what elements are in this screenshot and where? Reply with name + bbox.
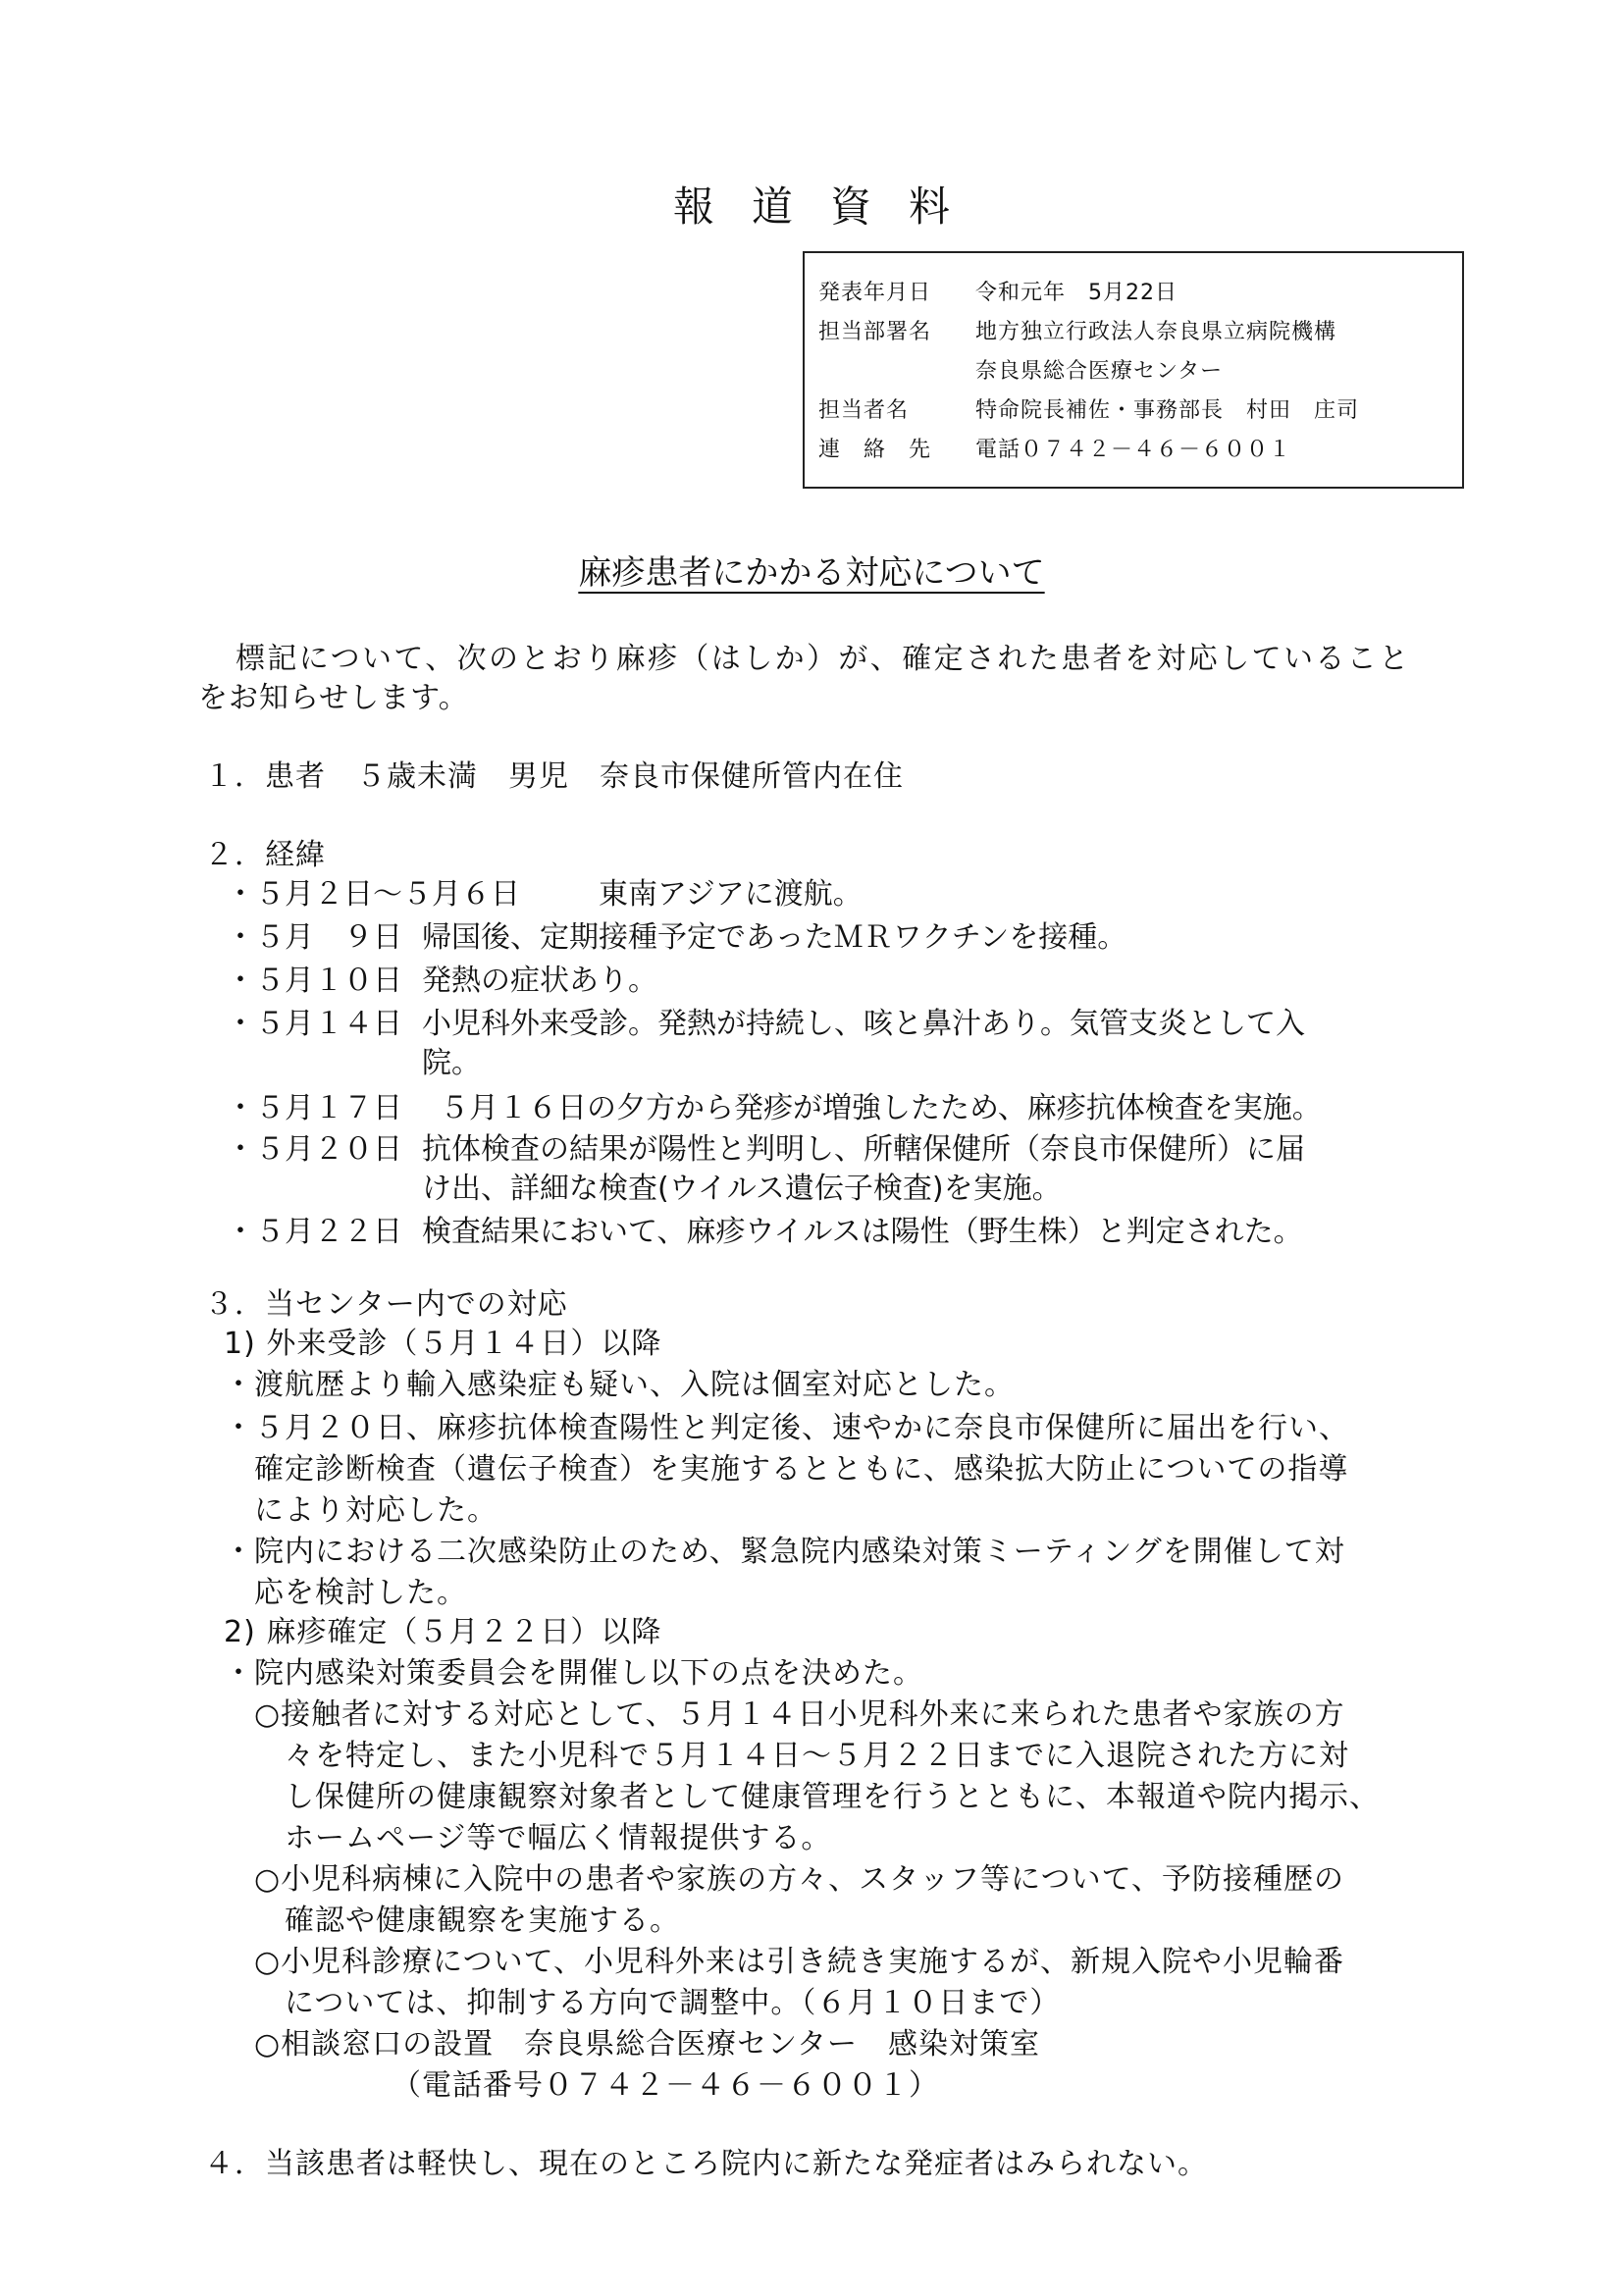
subsection-title: 1) 外来受診（５月１４日）以降 — [224, 1327, 662, 1361]
contact-info-box — [803, 251, 1464, 489]
bullet-line: 確定診断検査（遺伝子検査）を実施するとともに、感染拡大防止についての指導 — [224, 1452, 1349, 1487]
bullet-line: ・院内感染対策委員会を開催し以下の点を決めた。 — [224, 1656, 923, 1691]
bullet-line: ・院内における二次感染防止のため、緊急院内感染対策ミーティングを開催して対 — [224, 1535, 1345, 1569]
timeline-text: 検査結果において、麻疹ウイルスは陽性（野生株）と判定された。 — [422, 1215, 1303, 1249]
bullet-line: については、抑制する方向で調整中。（６月１０日まで） — [224, 1986, 1061, 2020]
timeline-text: 小児科外来受診。発熱が持続し、咳と鼻汁あり。気管支炎として入 — [422, 1007, 1305, 1041]
timeline-text: 東南アジアに渡航。 — [569, 877, 863, 912]
bullet-line: ・５月２０日、麻疹抗体検査陽性と判定後、速やかに奈良市保健所に届出を行い、 — [224, 1411, 1349, 1445]
timeline-text: 院。 — [422, 1046, 481, 1080]
info-label: 連 絡 先 — [818, 437, 932, 462]
timeline-date: ・５月２０日 — [226, 1132, 402, 1167]
info-row — [818, 428, 1462, 467]
timeline-text: ５月１６日の夕方から発疹が増強したため、麻疹抗体検査を実施。 — [440, 1091, 1322, 1125]
bullet-line: ・渡航歴より輸入感染症も疑い、入院は個室対応とした。 — [224, 1368, 1015, 1402]
section-status: ４．当該患者は軽快し、現在のところ院内に新たな発症者はみられない。 — [204, 2147, 1208, 2181]
timeline-date: ・５月２２日 — [226, 1215, 402, 1249]
bullet-line: ○小児科病棟に入院中の患者や家族の方々、スタッフ等について、予防接種歴の — [224, 1862, 1344, 1897]
section-response-title: ３．当センター内での対応 — [204, 1287, 568, 1322]
timeline-date: ・５月１７日 — [226, 1091, 402, 1125]
info-value: 令和元年 5月22日 — [975, 280, 1178, 305]
timeline-text: け出、詳細な検査(ウイルス遺伝子検査)を実施。 — [422, 1172, 1062, 1206]
bullet-line: ○相談窓口の設置 奈良県総合医療センター 感染対策室 — [224, 2027, 1040, 2061]
timeline-text: 発熱の症状あり。 — [422, 964, 657, 998]
bullet-line: 々を特定し、また小児科で５月１４日～５月２２日までに入退院された方に対 — [224, 1739, 1349, 1773]
info-value: 特命院長補佐・事務部長 村田 庄司 — [975, 397, 1360, 423]
bullet-line: ○小児科診療について、小児科外来は引き続き実施するが、新規入院や小児輪番 — [224, 1945, 1344, 1979]
info-row — [818, 349, 1462, 389]
info-value: 電話０７４２－４６－６００１ — [975, 437, 1292, 462]
info-row — [818, 271, 1462, 310]
info-row — [818, 310, 1462, 349]
info-row — [818, 389, 1462, 428]
timeline-date: ・５月 ９日 — [226, 920, 402, 955]
bullet-line: 確認や健康観察を実施する。 — [224, 1904, 680, 1938]
bullet-line: 応を検討した。 — [224, 1576, 467, 1610]
timeline-date: ・５月１４日 — [226, 1007, 402, 1041]
bullet-line: により対応した。 — [224, 1493, 497, 1528]
intro-line: 標記について、次のとおり麻疹（はしか）が、確定された患者を対応していること — [236, 642, 1411, 676]
timeline-date: ・５月２日～５月６日 — [226, 877, 520, 912]
bullet-line: し保健所の健康観察対象者として健康管理を行うとともに、本報道や院内掲示、 — [224, 1780, 1380, 1814]
notice-heading-text: 麻疹患者にかかる対応について — [578, 553, 1045, 593]
notice-heading — [0, 546, 1623, 594]
document-title: 報道資料 — [672, 183, 987, 231]
info-label: 担当部署名 — [818, 319, 932, 344]
info-value: 奈良県総合医療センター — [975, 358, 1224, 384]
section-patient: １．患者 ５歳未満 男児 奈良市保健所管内在住 — [204, 759, 904, 794]
intro-line: をお知らせします。 — [198, 681, 469, 715]
info-value: 地方独立行政法人奈良県立病院機構 — [975, 319, 1337, 344]
subsection-title: 2) 麻疹確定（５月２２日）以降 — [224, 1615, 662, 1649]
bullet-line: （電話番号０７４２－４６－６００１） — [224, 2068, 939, 2103]
timeline-text: 抗体検査の結果が陽性と判明し、所轄保健所（奈良市保健所）に届 — [422, 1132, 1305, 1167]
timeline-date: ・５月１０日 — [226, 964, 402, 998]
section-history-title: ２．経緯 — [204, 838, 326, 872]
info-label: 発表年月日 — [818, 280, 932, 305]
bullet-line: ホームページ等で幅広く情報提供する。 — [224, 1821, 832, 1855]
bullet-line: ○接触者に対する対応として、５月１４日小児科外来に来られた患者や家族の方 — [224, 1697, 1345, 1732]
timeline-text: 帰国後、定期接種予定であったＭＲワクチンを接種。 — [422, 920, 1127, 955]
info-label: 担当者名 — [818, 397, 910, 423]
